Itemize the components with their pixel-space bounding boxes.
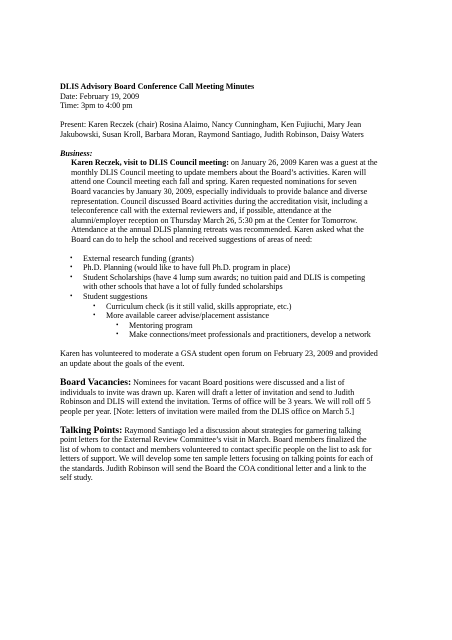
document-title: DLIS Advisory Board Conference Call Meeting Minutes bbox=[60, 82, 255, 91]
list-item-text: Student suggestions bbox=[83, 292, 148, 302]
spacer bbox=[60, 139, 378, 149]
bullet-icon: • bbox=[116, 320, 119, 329]
list-item-text: Make connections/meet professionals and practitioners, develop a network bbox=[129, 330, 371, 340]
list-item-text: More available career advise/placement assistance bbox=[106, 311, 270, 321]
talking-points-heading: Talking Points: bbox=[60, 424, 123, 436]
bullet-icon: • bbox=[93, 301, 96, 310]
spacer bbox=[60, 111, 378, 121]
sub-sub-list-item bbox=[60, 321, 378, 331]
meeting-date: Date: February 19, 2009 bbox=[60, 91, 140, 101]
council-visit-heading: Karen Reczek, visit to DLIS Council meeting: bbox=[71, 158, 229, 168]
list-item-text: Ph.D. Planning (would like to have full Ph.D. program in place) bbox=[83, 263, 291, 273]
list-item bbox=[60, 292, 378, 302]
list-item bbox=[60, 254, 378, 264]
council-visit-text: on January 26, 2009 Karen was a guest at the monthly DLIS Council meeting to update members about the Board’s activities. Karen will attend one Council meeting each fall and spring. Karen requested nominations for seven Board vacancies by January 30, 2009, especially individuals to provide balance and diverse representation. Council discussed Board activities during the accreditation visit, including a teleconference call with the external reviewers and, if possible, attendance at the alumni/employer reception on Thursday March 26, 5:30 pm at the Center for Tomorrow. Attendance at the annual DLIS planning retreats was recommended. Karen asked what the Board can do to help the school and received suggestions of areas of need: bbox=[71, 158, 378, 244]
board-vacancies-paragraph bbox=[60, 378, 378, 416]
bullet-icon: • bbox=[70, 263, 73, 272]
meeting-minutes bbox=[60, 82, 378, 483]
sub-list-item bbox=[60, 311, 378, 321]
business-heading: Business: bbox=[60, 148, 93, 158]
meeting-time: Time: 3pm to 4:00 pm bbox=[60, 101, 133, 111]
talking-points-paragraph bbox=[60, 426, 378, 483]
bullet-icon: • bbox=[70, 292, 73, 301]
list-item-text: Mentoring program bbox=[129, 320, 193, 330]
bullet-icon: • bbox=[70, 253, 73, 262]
list-item-text: Curriculum check (is it still valid, skills appropriate, etc.) bbox=[106, 301, 292, 311]
attendees: Present: Karen Reczek (chair) Rosina Alaimo, Nancy Cunningham, Ken Fujiuchi, Mary Jean Jakubowski, Susan Kroll, Barbara Moran, Raymond Santiago, Judith Robinson, Daisy Waters bbox=[60, 120, 364, 139]
sub-list-item bbox=[60, 302, 378, 312]
bullet-icon: • bbox=[70, 272, 73, 281]
gsa-forum-paragraph: Karen has volunteered to moderate a GSA student open forum on February 23, 2009 and provided an update about the goals of the event. bbox=[60, 349, 378, 368]
bullet-icon: • bbox=[116, 330, 119, 339]
needs-list bbox=[60, 254, 378, 340]
spacer bbox=[60, 244, 378, 254]
council-visit-paragraph bbox=[60, 158, 378, 244]
sub-sub-list-item bbox=[60, 330, 378, 340]
list-item-text: External research funding (grants) bbox=[83, 253, 194, 263]
list-item bbox=[60, 263, 378, 273]
list-item bbox=[60, 273, 378, 292]
spacer bbox=[60, 340, 378, 350]
board-vacancies-heading: Board Vacancies: bbox=[60, 376, 132, 388]
talking-points-text: Raymond Santiago led a discussion about strategies for garnering talking point letters for the External Review Committee’s visit in March. Board members finalized the list of whom to contact and members volunteered to contact specific people on the list to ask for letters of support. We will develop some ten sample letters focusing on talking points for each of the standards. Judith Robinson will send the Board the COA conditional letter and a link to the self study. bbox=[60, 425, 373, 483]
list-item-text: Student Scholarships (have 4 lump sum awards; no tuition paid and DLIS is competing with other schools that have a lot of fully funded scholarships bbox=[83, 272, 366, 292]
bullet-icon: • bbox=[93, 311, 96, 320]
board-vacancies-text: Nominees for vacant Board positions were discussed and a list of individuals to invite was drawn up. Karen will draft a letter of invitation and send to Judith Robinson and DLIS will extend the invitation. Terms of office will be 3 years. We will roll off 5 people per year. [Note: letters of invitation were mailed from the DLIS office on March 5.] bbox=[60, 377, 371, 416]
